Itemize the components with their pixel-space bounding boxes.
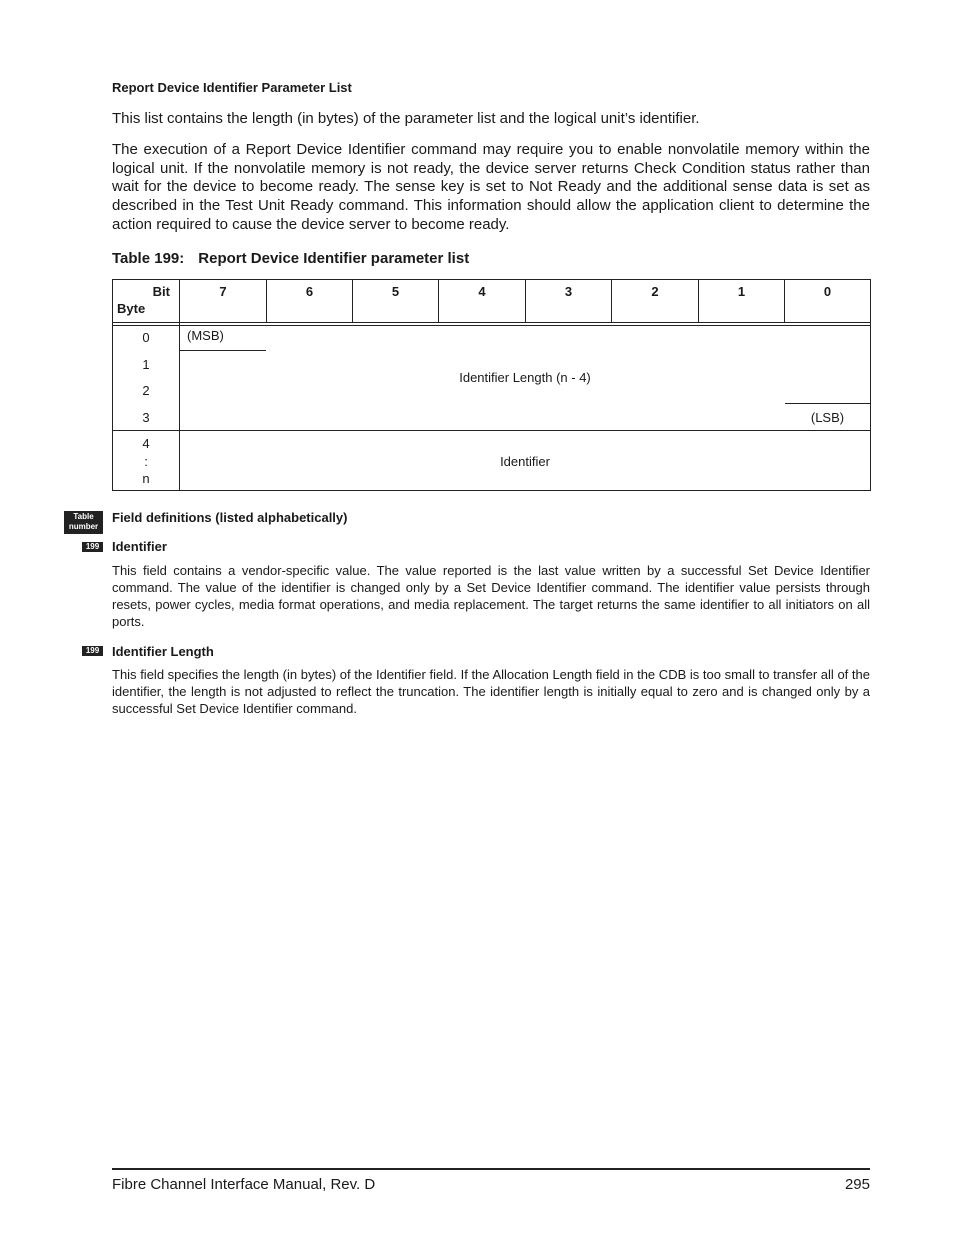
- group-rule: [113, 430, 870, 431]
- field-desc-identifier: This field contains a vendor-specific value. The value reported is the last value written by a successful Set Device Identifier command. The value of the identifier is changed only by a Set Device Identifier command. The identifier value persists through resets, power cycles, media format operations, and media replacement. The target returns the same identifier to all initiators on all ports.: [112, 563, 870, 629]
- lsb-overline: [785, 403, 871, 404]
- bit-1-header: 1: [737, 284, 746, 299]
- table-ref-badge: 199: [82, 646, 103, 656]
- byte-header: Byte: [117, 301, 146, 316]
- footer-rule: [112, 1168, 870, 1170]
- byte-3: 3: [142, 410, 150, 425]
- identifier-field: Identifier: [500, 454, 550, 469]
- byte-2: 2: [142, 383, 150, 398]
- section-title: Report Device Identifier Parameter List: [112, 80, 352, 95]
- byte-0: 0: [142, 330, 150, 345]
- bit-0-header: 0: [823, 284, 832, 299]
- msb-underline: [180, 350, 266, 351]
- msb-label: (MSB): [187, 328, 224, 343]
- execution-paragraph: The execution of a Report Device Identifier command may require you to enable nonvolatile memory within the logical unit. If the nonvolatile memory is not ready, the device server returns Check Condition status rather than wait for the device to become ready. The sense key is set to Not Ready and the additional sense data is set as described in the Test Unit Ready command. This information should allow the application client to determine the action required to cause the device server to become ready.: [112, 141, 870, 233]
- table-caption: [112, 250, 469, 267]
- field-desc-identifier-length: This field specifies the length (in bytes) of the Identifier field. If the Allocation Length field in the CDB is too small to transfer all of the identifier, the length is not adjusted to reflect the truncation. The identifier length is initially equal to zero and is changed only by a successful Set Device Identifier command.: [112, 667, 870, 716]
- header-rule: [113, 322, 870, 323]
- table-caption-number: Table 199:: [112, 250, 185, 267]
- table-ref-badge: 199: [82, 542, 103, 552]
- bit-7-header: 7: [219, 284, 227, 299]
- bit-4-header: 4: [478, 284, 486, 299]
- parameter-list-table: [112, 279, 871, 491]
- bit-6-header: 6: [305, 284, 314, 299]
- intro-paragraph: This list contains the length (in bytes) of the parameter list and the logical unit’s identifier.: [112, 110, 700, 127]
- byte-ellipsis: :: [144, 454, 148, 469]
- bit-3-header: 3: [564, 284, 573, 299]
- identifier-length-field: Identifier Length (n - 4): [459, 370, 591, 385]
- byte-4: 4: [142, 436, 150, 451]
- lsb-label: (LSB): [810, 410, 845, 425]
- badge-line-number: number: [68, 522, 99, 531]
- bit-2-header: 2: [651, 284, 659, 299]
- bit-5-header: 5: [391, 284, 400, 299]
- bit-header: Bit: [152, 284, 170, 299]
- table-caption-title: Report Device Identifier parameter list: [198, 250, 470, 267]
- byte-1: 1: [142, 357, 150, 372]
- footer-page-number: 295: [844, 1176, 870, 1193]
- badge-line-table: Table: [73, 512, 94, 521]
- field-definitions-heading: Field definitions (listed alphabetically): [112, 510, 348, 525]
- footer-manual-title: Fibre Channel Interface Manual, Rev. D: [112, 1176, 376, 1193]
- header-rule: [113, 325, 870, 326]
- field-name-identifier: Identifier: [112, 539, 167, 554]
- field-name-identifier-length: Identifier Length: [112, 644, 214, 659]
- table-number-badge: [64, 511, 103, 534]
- byte-n: n: [142, 471, 150, 486]
